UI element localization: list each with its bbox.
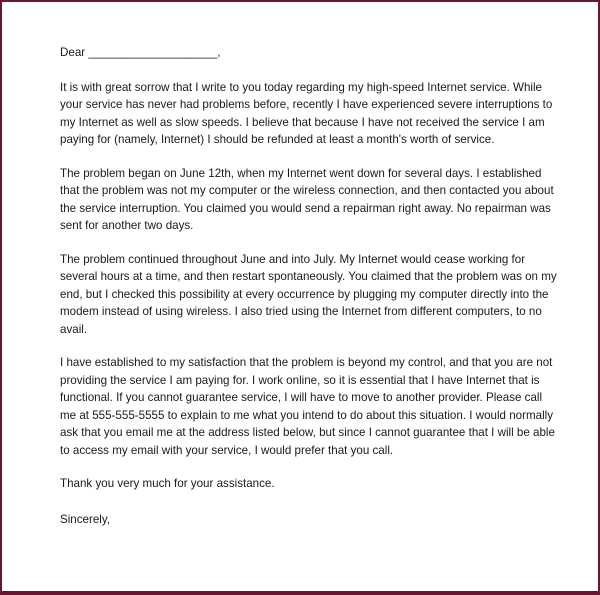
letter-body — [60, 44, 560, 544]
paragraph-problem-continued: The problem continued throughout June and into July. My Internet would cease working for several hours at a time, and then restart spontaneously. You claimed that the problem was on my end, but I checked this possibility at every occurrence by plugging my computer directly into the modem instead of using wireless. I also tried using the Internet from different computers, to no avail. — [60, 252, 557, 336]
signoff: Sincerely, — [60, 512, 111, 526]
paragraph-intro: It is with great sorrow that I write to you today regarding my high-speed Internet service. While your service has never had problems before, recently I have experienced severe interruptions to my Internet as well as slow speeds. I believe that because I have not received the service I am paying for (namely, Internet) I should be refunded at least a month's worth of service. — [60, 80, 553, 146]
salutation: Dear ____________________, — [60, 46, 221, 59]
paragraph-request: I have established to my satisfaction that the problem is beyond my control, and that you are not providing the service I am paying for. I work online, so it is essential that I have Internet that is functional. If you cannot guarantee service, I will have to move to another provider. Please call me at 555-555-5555 to explain to me what you intend to do about this situation. I would normally ask that you email me at the address listed below, but since I cannot guarantee that I will be able to access my email with your service, I would prefer that you call. — [60, 356, 555, 457]
paragraph-problem-start: The problem began on June 12th, when my Internet went down for several days. I established that the problem was not my computer or the wireless connection, and then contacted you about the service interruption. You claimed you would send a repairman right away. No repairman was sent for another two days. — [60, 166, 554, 232]
thanks-line: Thank you very much for your assistance. — [60, 477, 275, 490]
